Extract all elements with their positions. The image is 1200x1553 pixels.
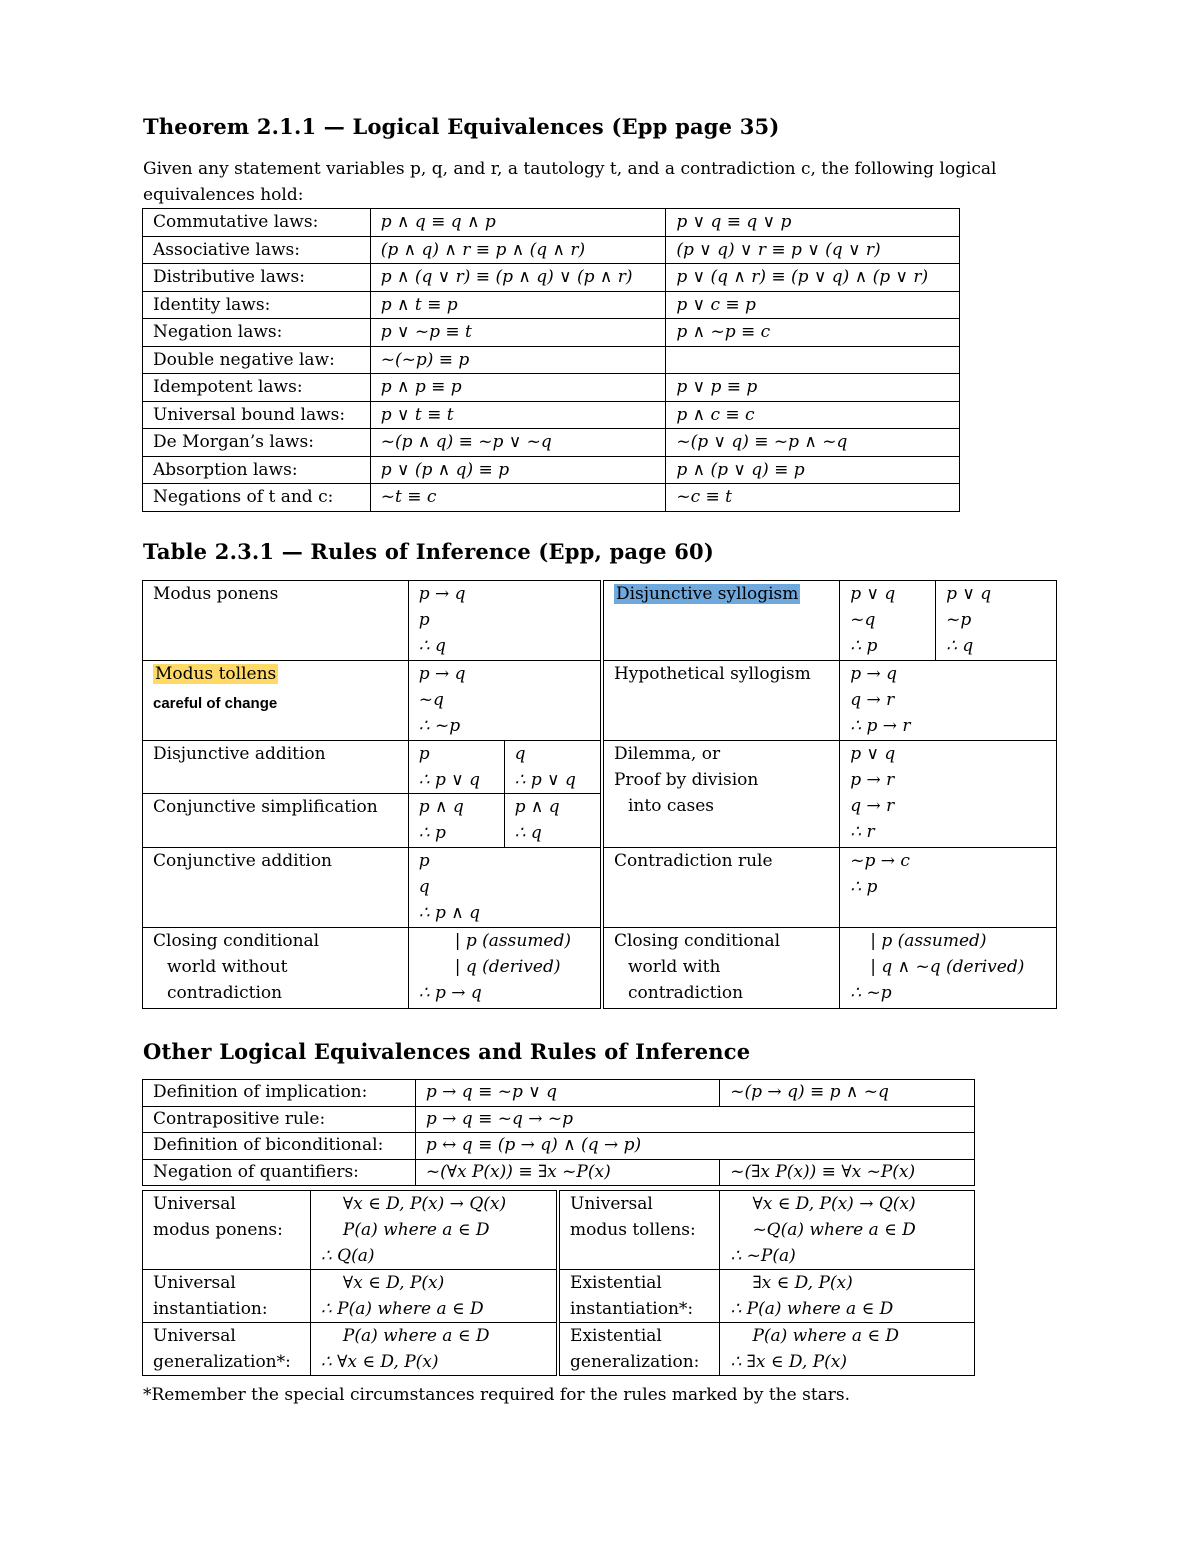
other-form-a: p ↔ q ≡ (p → q) ∧ (q → p) [415, 1133, 974, 1160]
equivalence-row [143, 456, 960, 484]
other-row [143, 1159, 975, 1186]
rule-closing-without: Closing conditional world without contradiction [143, 928, 409, 1009]
footnote: *Remember the special circumstances required for the rules marked by the stars. [143, 1385, 851, 1405]
law-form-a: p ∧ q ≡ q ∧ p [370, 209, 666, 237]
quantifier-rules-table [142, 1190, 975, 1376]
rule-closing-with: Closing conditional world with contradiction [602, 928, 840, 1009]
rule-disjunctive-syllogism: Disjunctive syllogism [602, 581, 840, 661]
law-name: Absorption laws: [143, 456, 371, 484]
law-form-b: p ∨ c ≡ p [666, 291, 960, 319]
law-name: De Morgan’s laws: [143, 429, 371, 457]
quantifier-rule-form: ∀x ∈ D, P(x) → Q(x) P(a) where a ∈ D ∴ Q(a) [310, 1191, 558, 1270]
other-form-a: p → q ≡ ~q → ~p [415, 1106, 974, 1133]
disjunctive-syllogism-form-left: p ∨ q ~q ∴ p [840, 581, 936, 661]
law-form-a: p ∨ (p ∧ q) ≡ p [370, 456, 666, 484]
law-form-b: ~(p ∨ q) ≡ ~p ∧ ~q [666, 429, 960, 457]
law-name: Universal bound laws: [143, 401, 371, 429]
law-name: Associative laws: [143, 236, 371, 264]
theorem-title: Theorem 2.1.1 — Logical Equivalences (Epp page 35) [143, 114, 780, 139]
careful-note: careful of change [153, 695, 278, 712]
rule-conjunctive-addition: Conjunctive addition [143, 848, 409, 928]
closing-with-form: | p (assumed) | q ∧ ~q (derived) ∴ ~p [840, 928, 1057, 1009]
quantifier-rule-form: P(a) where a ∈ D ∴ ∃x ∈ D, P(x) [720, 1323, 975, 1376]
other-form-a: p → q ≡ ~p ∨ q [415, 1080, 719, 1107]
inference-table [142, 580, 1057, 1009]
quantifier-rule-form: ∃x ∈ D, P(x) ∴ P(a) where a ∈ D [720, 1270, 975, 1323]
law-form-b: p ∨ q ≡ q ∨ p [666, 209, 960, 237]
conjunctive-simplification-form-right: p ∧ q ∴ q [504, 794, 602, 848]
law-form-a: ~(p ∧ q) ≡ ~p ∨ ~q [370, 429, 666, 457]
other-rule-name: Negation of quantifiers: [143, 1159, 416, 1186]
equivalence-row [143, 264, 960, 292]
rule-modus-tollens: Modus tollens careful of change [143, 661, 409, 741]
law-name: Distributive laws: [143, 264, 371, 292]
law-form-a: p ∨ t ≡ t [370, 401, 666, 429]
law-form-b: p ∨ p ≡ p [666, 374, 960, 402]
law-form-a: p ∧ (q ∨ r) ≡ (p ∧ q) ∨ (p ∧ r) [370, 264, 666, 292]
law-name: Double negative law: [143, 346, 371, 374]
theorem-intro: Given any statement variables p, q, and r, a tautology t, and a contradiction c, the following logical equivalences hold: [143, 159, 997, 205]
quantifier-rule-name: Existential generalization: [558, 1323, 720, 1376]
other-form-b: ~(p → q) ≡ p ∧ ~q [720, 1080, 975, 1107]
other-row [143, 1106, 975, 1133]
conjunctive-addition-form: p q ∴ p ∧ q [408, 848, 602, 928]
rule-modus-ponens: Modus ponens [143, 581, 409, 661]
law-name: Identity laws: [143, 291, 371, 319]
other-row [143, 1080, 975, 1107]
modus-tollens-form: p → q ~q ∴ ~p [408, 661, 602, 741]
law-form-b: (p ∨ q) ∨ r ≡ p ∨ (q ∨ r) [666, 236, 960, 264]
quantifier-rule-form: P(a) where a ∈ D ∴ ∀x ∈ D, P(x) [310, 1323, 558, 1376]
rule-hypothetical-syllogism: Hypothetical syllogism [602, 661, 840, 741]
equivalence-row [143, 374, 960, 402]
law-form-a: p ∧ t ≡ p [370, 291, 666, 319]
quantifier-rule-name: Existential instantiation*: [558, 1270, 720, 1323]
inference-title: Table 2.3.1 — Rules of Inference (Epp, page 60) [143, 539, 714, 564]
equivalence-row [143, 484, 960, 512]
quantifier-rule-name: Universal generalization*: [143, 1323, 311, 1376]
equivalence-row [143, 319, 960, 347]
law-name: Commutative laws: [143, 209, 371, 237]
law-form-a: p ∨ ~p ≡ t [370, 319, 666, 347]
rule-conjunctive-simplification: Conjunctive simplification [143, 794, 409, 848]
quantifier-rule-form: ∀x ∈ D, P(x) ∴ P(a) where a ∈ D [310, 1270, 558, 1323]
quantifier-rule-name: Universal modus ponens: [143, 1191, 311, 1270]
disjunctive-addition-form-left: p ∴ p ∨ q [408, 741, 504, 794]
quantifier-row [143, 1270, 975, 1323]
law-form-a: p ∧ p ≡ p [370, 374, 666, 402]
other-rule-name: Definition of biconditional: [143, 1133, 416, 1160]
quantifier-row [143, 1323, 975, 1376]
other-row [143, 1133, 975, 1160]
law-form-a: ~t ≡ c [370, 484, 666, 512]
rule-disjunctive-addition: Disjunctive addition [143, 741, 409, 794]
other-rule-name: Definition of implication: [143, 1080, 416, 1107]
modus-ponens-form: p → q p ∴ q [408, 581, 602, 661]
other-title: Other Logical Equivalences and Rules of Inference [143, 1039, 751, 1064]
law-form-b: p ∧ c ≡ c [666, 401, 960, 429]
law-form-a: ~(~p) ≡ p [370, 346, 666, 374]
quantifier-rule-form: ∀x ∈ D, P(x) → Q(x) ~Q(a) where a ∈ D ∴ ~P(a) [720, 1191, 975, 1270]
law-name: Negations of t and c: [143, 484, 371, 512]
other-rule-name: Contrapositive rule: [143, 1106, 416, 1133]
equivalence-row [143, 429, 960, 457]
conjunctive-simplification-form-left: p ∧ q ∴ p [408, 794, 504, 848]
other-form-b: ~(∃x P(x)) ≡ ∀x ~P(x) [720, 1159, 975, 1186]
equivalence-row [143, 236, 960, 264]
quantifier-rule-name: Universal modus tollens: [558, 1191, 720, 1270]
law-form-a: (p ∧ q) ∧ r ≡ p ∧ (q ∧ r) [370, 236, 666, 264]
disjunctive-syllogism-form-right: p ∨ q ~p ∴ q [936, 581, 1057, 661]
disjunctive-addition-form-right: q ∴ p ∨ q [504, 741, 602, 794]
law-form-b: p ∧ (p ∨ q) ≡ p [666, 456, 960, 484]
other-equivalences-table [142, 1079, 975, 1186]
dilemma-form: p ∨ q p → r q → r ∴ r [840, 741, 1057, 848]
law-form-b [666, 346, 960, 374]
equivalence-row [143, 209, 960, 237]
law-form-b: ~c ≡ t [666, 484, 960, 512]
law-form-b: p ∧ ~p ≡ c [666, 319, 960, 347]
rule-contradiction: Contradiction rule [602, 848, 840, 928]
rule-dilemma: Dilemma, or Proof by division into cases [602, 741, 840, 848]
hypothetical-syllogism-form: p → q q → r ∴ p → r [840, 661, 1057, 741]
equivalence-row [143, 291, 960, 319]
equivalence-row [143, 401, 960, 429]
law-name: Idempotent laws: [143, 374, 371, 402]
law-form-b: p ∨ (q ∧ r) ≡ (p ∨ q) ∧ (p ∨ r) [666, 264, 960, 292]
quantifier-rule-name: Universal instantiation: [143, 1270, 311, 1323]
law-name: Negation laws: [143, 319, 371, 347]
equivalences-table [142, 208, 960, 512]
quantifier-row [143, 1191, 975, 1270]
other-form-a: ~(∀x P(x)) ≡ ∃x ~P(x) [415, 1159, 719, 1186]
contradiction-form: ~p → c ∴ p [840, 848, 1057, 928]
closing-without-form: | p (assumed) | q (derived) ∴ p → q [408, 928, 602, 1009]
equivalence-row [143, 346, 960, 374]
